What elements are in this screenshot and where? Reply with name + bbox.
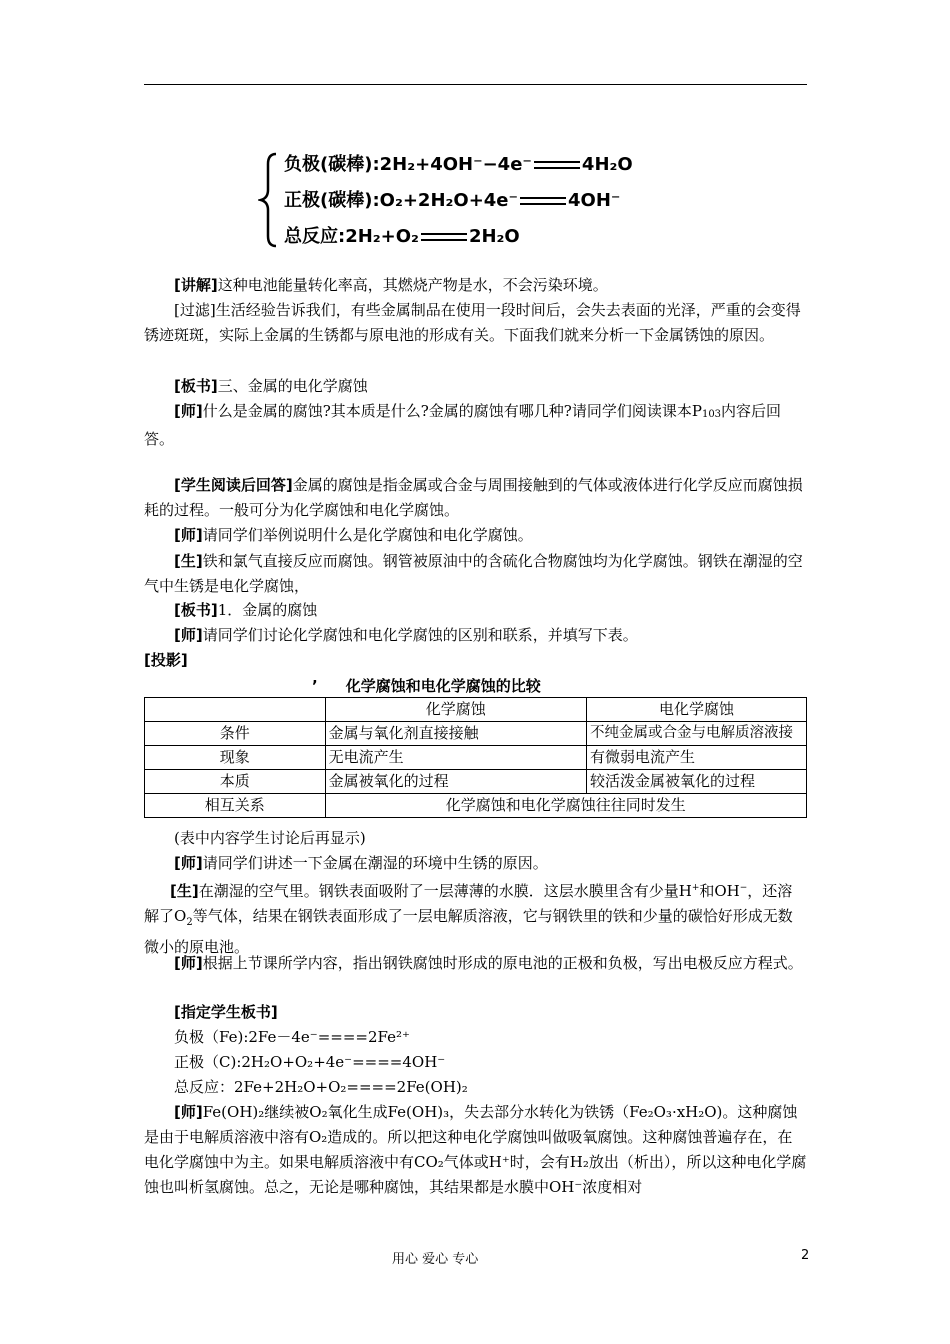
para-sheng-2: [生]在潮湿的空气里。钢铁表面吸附了一层薄薄的水膜．这层水膜里含有少量H+和OH−，还溶解了$O_2$等气体，结果在钢铁表面形成了一层电解质溶液，它与钢铁里的铁和少量的碳恰好形成无数微小的原电池。 [144, 882, 793, 956]
table-cell: 本质 [145, 770, 326, 794]
table-row [145, 746, 807, 770]
equation-fe-positive: 正极（C):2H₂O+O₂+4e⁻====4OH⁻ [174, 1053, 446, 1071]
para-touying: [投影] [144, 651, 188, 669]
para-banshu-2: [板书]1．金属的腐蚀 [174, 601, 318, 619]
equation-fe-negative: 负极（Fe):2Fe－4e⁻====2Fe²⁺ [174, 1028, 410, 1046]
equation-negative: 负极(碳棒):2H₂+4OH⁻−4e⁻ 4H₂O [284, 154, 633, 175]
page-number: 2 [801, 1248, 810, 1263]
table-caption: ’ 化学腐蚀和电化学腐蚀的比较 [312, 677, 541, 695]
table-row [145, 770, 807, 794]
header-rule [144, 84, 807, 85]
table-cell [145, 698, 326, 722]
para-sheng-1: [生]铁和氯气直接反应而腐蚀。钢管被原油中的含硫化合物腐蚀均为化学腐蚀。钢铁在潮湿的空气中生锈是电化学腐蚀， [144, 552, 803, 595]
para-shi-2: [师]请同学们举例说明什么是化学腐蚀和电化学腐蚀。 [174, 526, 533, 544]
table-cell: 有微弱电流产生 [587, 746, 807, 770]
table-cell: 电化学腐蚀 [587, 698, 807, 722]
table-cell: 无电流产生 [325, 746, 586, 770]
equation-total: 总反应:2H₂+O₂ 2H₂O [284, 226, 520, 247]
para-guolv: [过滤]生活经验告诉我们，有些金属制品在使用一段时间后，会失去表面的光泽，严重的会变得锈迹斑斑，实际上金属的生锈都与原电池的形成有关。下面我们就来分析一下金属锈蚀的原因。 [144, 301, 801, 344]
table-row [145, 794, 807, 818]
table-header-row [145, 698, 807, 722]
fuel-cell-equations [258, 150, 718, 250]
table-cell: 化学腐蚀和电化学腐蚀往往同时发生 [325, 794, 806, 818]
table-note: (表中内容学生讨论后再显示) [174, 829, 366, 847]
table-cell: 化学腐蚀 [325, 698, 586, 722]
table-cell: 金属与氧化剂直接接触 [325, 722, 586, 746]
para-banshu-1: [板书]三、金属的电化学腐蚀 [174, 377, 368, 395]
para-shi-4: [师]请同学们讲述一下金属在潮湿的环境中生锈的原因。 [174, 854, 548, 872]
comparison-table [144, 697, 807, 818]
equation-positive: 正极(碳棒):O₂+2H₂O+4e⁻ 4OH⁻ [284, 190, 621, 211]
table-cell: 现象 [145, 746, 326, 770]
para-zhiding: [指定学生板书] [174, 1003, 278, 1021]
table-row [145, 722, 807, 746]
left-brace [258, 150, 284, 250]
table-cell: 相互关系 [145, 794, 326, 818]
para-shi-1: [师]什么是金属的腐蚀?其本质是什么?金属的腐蚀有哪几种?请同学们阅读课本P103内容后回答。 [144, 402, 782, 448]
table-cell: 条件 [145, 722, 326, 746]
equation-fe-total: 总反应：2Fe+2H₂O+O₂====2Fe(OH)₂ [174, 1078, 468, 1096]
table-cell: 较活泼金属被氧化的过程 [587, 770, 807, 794]
para-shi-5: [师]根据上节课所学内容，指出钢铁腐蚀时形成的原电池的正极和负极，写出电极反应方程式。 [174, 954, 803, 972]
footer-motto: 用心 爱心 专心 [392, 1252, 479, 1267]
para-shi-6: [师]Fe(OH)₂继续被O₂氧化生成Fe(OH)₃，失去部分水转化为铁锈（Fe₂O₃·xH₂O)。这种腐蚀是由于电解质溶液中溶有O₂造成的。所以把这种电化学腐蚀叫做吸氧腐蚀。这种腐蚀普遍存在，在电化学腐蚀中为主。如果电解质溶液中有CO₂气体或H⁺时，会有H₂放出（析出），所以这种电化学腐蚀也叫析氢腐蚀。总之，无论是哪种腐蚀，其结果都是水膜中OH⁻浓度相对 [144, 1103, 807, 1196]
para-shi-3: [师]请同学们讨论化学腐蚀和电化学腐蚀的区别和联系，并填写下表。 [174, 626, 638, 644]
table-cell: 金属被氧化的过程 [325, 770, 586, 794]
para-jiangjie: [讲解]这种电池能量转化率高，其燃烧产物是水，不会污染环境。 [174, 276, 608, 294]
table-cell: 不纯金属或合金与电解质溶液接 [587, 722, 807, 746]
para-xuesheng: [学生阅读后回答]金属的腐蚀是指金属或合金与周围接触到的气体或液体进行化学反应而腐蚀损耗的过程。一般可分为化学腐蚀和电化学腐蚀。 [144, 476, 803, 519]
